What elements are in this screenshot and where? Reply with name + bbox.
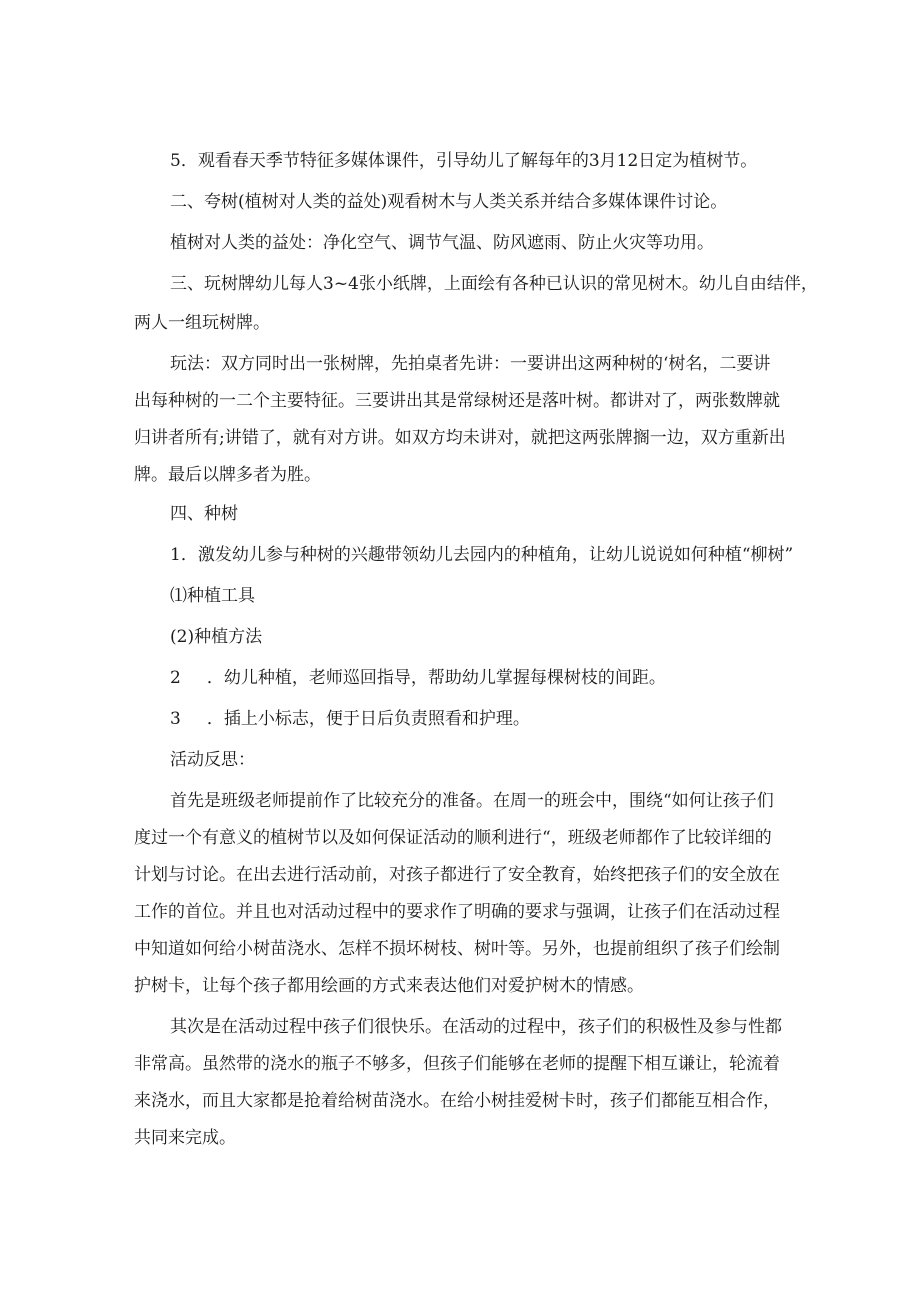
reflection-p1-line-1: 首先是班级老师提前作了比较充分的准备。在周一的班会中，围绕“如何让孩子们 — [170, 791, 774, 811]
section-3-line-2: 两人一组玩树牌。 — [134, 313, 270, 333]
step-3-line — [170, 708, 920, 730]
step-3-text: ．插上小标志，便于日后负责照看和护理。 — [206, 709, 530, 729]
reflection-p1-line-5: 中知道如何给小树苗浇水、怎样不损坏树枝、树叶等。另外，也提前组织了孩子们绘制 — [134, 939, 780, 959]
section-4-heading: 四、种树 — [170, 504, 238, 524]
step-2-number: 2 — [170, 668, 181, 688]
benefits-line: 植树对人类的益处：净化空气、调节气温、防风遮雨、防止火灾等功用。 — [170, 233, 714, 253]
reflection-p2-line-1: 其次是在活动过程中孩子们很快乐。在活动的过程中，孩子们的积极性及参与性都 — [170, 1017, 782, 1037]
sub-item-tools: ⑴种植工具 — [170, 586, 255, 606]
rules-line-4: 牌。最后以牌多者为胜。 — [134, 465, 321, 485]
item-5-line: 5．观看春天季节特征多媒体课件，引导幼儿了解每年的3月12日定为植树节。 — [170, 151, 758, 171]
rules-line-2: 出每种树的一二个主要特征。三要讲出其是常绿树还是落叶树。都讲对了，两张数牌就 — [134, 391, 780, 411]
step-2-text: ．幼儿种植，老师巡回指导，帮助幼儿掌握每棵树枝的间距。 — [206, 668, 666, 688]
reflection-p1-line-4: 工作的首位。并且也对活动过程中的要求作了明确的要求与强调，让孩子们在活动过程 — [134, 902, 780, 922]
rules-line-3: 归讲者所有;讲错了，就有对方讲。如双方均未讲对，就把这两张牌搁一边，双方重新出 — [134, 428, 786, 448]
step-1-line: 1．激发幼儿参与种树的兴趣带领幼儿去园内的种植角，让幼儿说说如何种植“柳树” — [170, 545, 794, 565]
reflection-p1-line-6: 护树卡，让每个孩子都用绘画的方式来表达他们对爱护树木的情感。 — [134, 976, 644, 996]
section-2-heading: 二、夸树(植树对人类的益处)观看树木与人类关系并结合多媒体课件讨论。 — [170, 192, 728, 212]
reflection-heading: 活动反思： — [170, 750, 255, 770]
reflection-p2-line-4: 共同来完成。 — [134, 1128, 236, 1148]
step-3-number: 3 — [170, 709, 181, 729]
reflection-p1-line-2: 度过一个有意义的植树节以及如何保证活动的顺利进行“，班级老师都作了比较详细的 — [134, 828, 772, 848]
reflection-p1-line-3: 计划与讨论。在出去进行活动前，对孩子都进行了安全教育，始终把孩子们的安全放在 — [134, 865, 780, 885]
reflection-p2-line-2: 非常高。虽然带的浇水的瓶子不够多，但孩子们能够在老师的提醒下相互谦让，轮流着 — [134, 1054, 780, 1074]
reflection-p2-line-3: 来浇水，而且大家都是抢着给树苗浇水。在给小树挂爱树卡时，孩子们都能互相合作， — [134, 1091, 780, 1111]
rules-line-1: 玩法：双方同时出一张树牌，先拍桌者先讲：一要讲出这两种树的‘树名，二要讲 — [170, 354, 771, 374]
sub-item-method: (2)种植方法 — [170, 627, 263, 647]
step-2-line — [170, 667, 920, 689]
section-3-line-1: 三、玩树牌幼儿每人3~4张小纸牌，上面绘有各种已认识的常见树木。幼儿自由结伴， — [170, 274, 818, 294]
